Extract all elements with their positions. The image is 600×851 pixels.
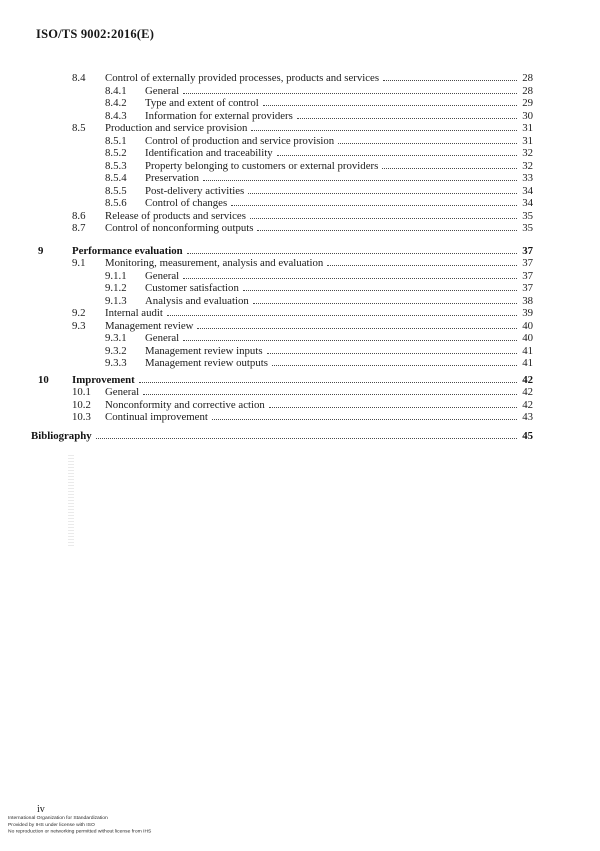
toc-entry-page: 30 [522, 109, 533, 122]
toc-section [31, 430, 533, 443]
table-of-contents [31, 72, 533, 442]
toc-entry-number: 9.1.2 [105, 282, 127, 294]
toc-entry[interactable] [31, 411, 533, 424]
toc-entry-title: Type and extent of control [145, 97, 259, 109]
toc-entry-page: 37 [522, 282, 533, 294]
toc-leader-dots [297, 118, 517, 119]
toc-leader-dots [203, 180, 517, 181]
license-line: International Organization for Standardization [8, 814, 108, 821]
toc-entry[interactable] [31, 320, 533, 333]
toc-entry-page: 31 [522, 134, 533, 147]
toc-entry[interactable] [31, 386, 533, 399]
toc-entry-number: 8.5 [72, 122, 86, 134]
toc-entry-page: 28 [522, 72, 533, 84]
toc-entry-title: Customer satisfaction [145, 282, 239, 294]
toc-entry-number: 8.7 [72, 222, 86, 234]
toc-leader-dots [263, 105, 517, 106]
toc-entry[interactable] [31, 282, 533, 295]
toc-entry[interactable] [31, 332, 533, 345]
toc-entry-number: 8.4 [72, 72, 86, 84]
toc-leader-dots [269, 407, 517, 408]
toc-entry-page: 39 [522, 307, 533, 319]
toc-entry-page: 38 [522, 294, 533, 307]
toc-entry[interactable] [31, 295, 533, 308]
toc-entry-title: Continual improvement [105, 411, 208, 423]
toc-entry-number: 10.3 [72, 411, 91, 423]
toc-entry-title: Bibliography [31, 429, 92, 442]
toc-entry-page: 41 [522, 344, 533, 357]
toc-entry[interactable] [31, 160, 533, 173]
toc-entry-title: Release of products and services [105, 209, 246, 222]
toc-entry-title: Internal audit [105, 307, 163, 319]
toc-entry-page: 37 [522, 244, 533, 257]
toc-entry[interactable] [31, 270, 533, 283]
toc-leader-dots [327, 265, 517, 266]
toc-entry-number: 9.3.1 [105, 332, 127, 344]
license-line: Provided by IHS under license with ISO [8, 821, 95, 828]
toc-entry-title: Identification and traceability [145, 147, 273, 159]
toc-entry-number: 8.5.2 [105, 147, 127, 159]
toc-leader-dots [251, 130, 517, 131]
toc-entry-title: Improvement [72, 373, 135, 386]
toc-entry-title: Analysis and evaluation [145, 294, 249, 307]
toc-leader-dots [248, 193, 517, 194]
toc-entry-title: Control of nonconforming outputs [105, 222, 254, 234]
toc-leader-dots [183, 340, 517, 341]
toc-entry-title: Property belonging to customers or external providers [145, 159, 379, 172]
toc-entry-title: Control of changes [145, 197, 228, 209]
toc-entry-number: 8.5.4 [105, 172, 127, 184]
toc-leader-dots [96, 438, 517, 439]
toc-entry-title: Management review inputs [145, 344, 263, 357]
toc-entry-title: Nonconformity and corrective action [105, 398, 265, 411]
toc-entry-title: General [145, 84, 180, 97]
toc-section [31, 374, 533, 424]
toc-entry[interactable] [31, 222, 533, 235]
toc-entry-title: Production and service provision [105, 122, 248, 134]
toc-entry-page: 35 [522, 209, 533, 222]
toc-entry-page: 32 [522, 159, 533, 172]
toc-entry-number: 9.3 [72, 319, 86, 332]
toc-entry[interactable] [31, 399, 533, 412]
toc-entry-page: 28 [522, 84, 533, 97]
toc-entry[interactable] [31, 257, 533, 270]
toc-entry-number: 8.5.6 [105, 197, 127, 209]
toc-entry[interactable] [31, 357, 533, 370]
toc-entry-title: Preservation [145, 172, 199, 184]
toc-leader-dots [383, 80, 517, 81]
toc-entry-title: Control of production and service provision [145, 134, 335, 147]
toc-entry-number: 9.1.3 [105, 294, 127, 307]
toc-entry-number: 8.5.3 [105, 159, 127, 172]
toc-entry-title: Management review [105, 319, 194, 332]
toc-leader-dots [183, 93, 517, 94]
toc-leader-dots [139, 382, 517, 383]
toc-entry[interactable] [31, 210, 533, 223]
toc-entry[interactable] [31, 345, 533, 358]
toc-entry-title: Performance evaluation [72, 244, 183, 257]
toc-entry-number: 8.4.1 [105, 84, 127, 97]
toc-leader-dots [250, 218, 517, 219]
toc-entry-number: 10.1 [72, 386, 91, 398]
toc-leader-dots [253, 303, 517, 304]
toc-entry-page: 32 [522, 147, 533, 159]
toc-entry-number: 8.5.5 [105, 184, 127, 197]
toc-leader-dots [243, 290, 517, 291]
toc-entry-page: 33 [522, 172, 533, 184]
scan-watermark-artifact [68, 455, 74, 547]
toc-entry-page: 45 [522, 429, 533, 442]
toc-leader-dots [212, 419, 517, 420]
toc-entry[interactable] [31, 374, 533, 387]
toc-leader-dots [231, 205, 517, 206]
toc-entry[interactable] [31, 97, 533, 110]
toc-entry-number: 8.4.3 [105, 109, 127, 122]
toc-entry-number: 9 [38, 244, 44, 257]
toc-leader-dots [187, 253, 517, 254]
toc-leader-dots [167, 315, 517, 316]
toc-entry-page: 40 [522, 319, 533, 332]
toc-entry[interactable] [31, 307, 533, 320]
toc-entry-title: General [145, 332, 180, 344]
toc-entry-page: 42 [522, 373, 533, 386]
toc-entry-number: 10 [38, 373, 49, 386]
toc-entry-page: 42 [522, 386, 533, 398]
toc-entry[interactable] [31, 72, 533, 85]
toc-entry-title: Management review outputs [145, 357, 268, 369]
toc-entry-number: 9.3.2 [105, 344, 127, 357]
toc-leader-dots [197, 328, 517, 329]
toc-entry[interactable] [31, 245, 533, 258]
toc-entry-page: 41 [522, 357, 533, 369]
toc-entry[interactable] [31, 85, 533, 98]
toc-entry[interactable] [31, 197, 533, 210]
toc-entry-number: 10.2 [72, 398, 91, 411]
toc-entry[interactable] [31, 147, 533, 160]
toc-entry-title: General [105, 386, 140, 398]
toc-entry-number: 9.2 [72, 307, 86, 319]
toc-leader-dots [272, 365, 517, 366]
toc-leader-dots [257, 230, 517, 231]
toc-entry-page: 29 [522, 97, 533, 109]
license-stamp [8, 814, 151, 834]
toc-entry-number: 9.1 [72, 257, 86, 269]
toc-entry-title: Post-delivery activities [145, 184, 245, 197]
toc-entry-page: 35 [522, 222, 533, 234]
toc-entry-title: Control of externally provided processes, products and services [105, 72, 380, 84]
toc-entry-number: 8.5.1 [105, 134, 127, 147]
toc-entry[interactable] [31, 135, 533, 148]
toc-entry-page: 31 [522, 122, 533, 134]
toc-section [31, 72, 533, 235]
toc-leader-dots [267, 353, 517, 354]
toc-leader-dots [382, 168, 517, 169]
toc-entry-page: 34 [522, 184, 533, 197]
toc-entry[interactable] [31, 122, 533, 135]
toc-entry-page: 34 [522, 197, 533, 209]
toc-entry-title: General [145, 269, 180, 282]
document-code-header: ISO/TS 9002:2016(E) [36, 27, 155, 41]
toc-entry[interactable] [31, 110, 533, 123]
license-line: No reproduction or networking permitted without license from IHS [8, 828, 152, 834]
toc-entry-number: 8.4.2 [105, 97, 127, 109]
toc-leader-dots [143, 394, 517, 395]
toc-section [31, 245, 533, 370]
toc-entry[interactable] [31, 172, 533, 185]
toc-leader-dots [183, 278, 517, 279]
toc-entry-page: 37 [522, 257, 533, 269]
page-number: iv [37, 804, 45, 815]
toc-entry-number: 9.1.1 [105, 269, 127, 282]
toc-entry-number: 8.6 [72, 209, 86, 222]
toc-entry[interactable] [31, 430, 533, 443]
toc-entry-page: 42 [522, 398, 533, 411]
toc-entry[interactable] [31, 185, 533, 198]
toc-entry-page: 43 [522, 411, 533, 423]
toc-entry-page: 37 [522, 269, 533, 282]
toc-leader-dots [277, 155, 517, 156]
toc-entry-page: 40 [522, 332, 533, 344]
toc-leader-dots [338, 143, 517, 144]
toc-entry-number: 9.3.3 [105, 357, 127, 369]
toc-entry-title: Monitoring, measurement, analysis and evaluation [105, 257, 324, 269]
toc-entry-title: Information for external providers [145, 109, 293, 122]
